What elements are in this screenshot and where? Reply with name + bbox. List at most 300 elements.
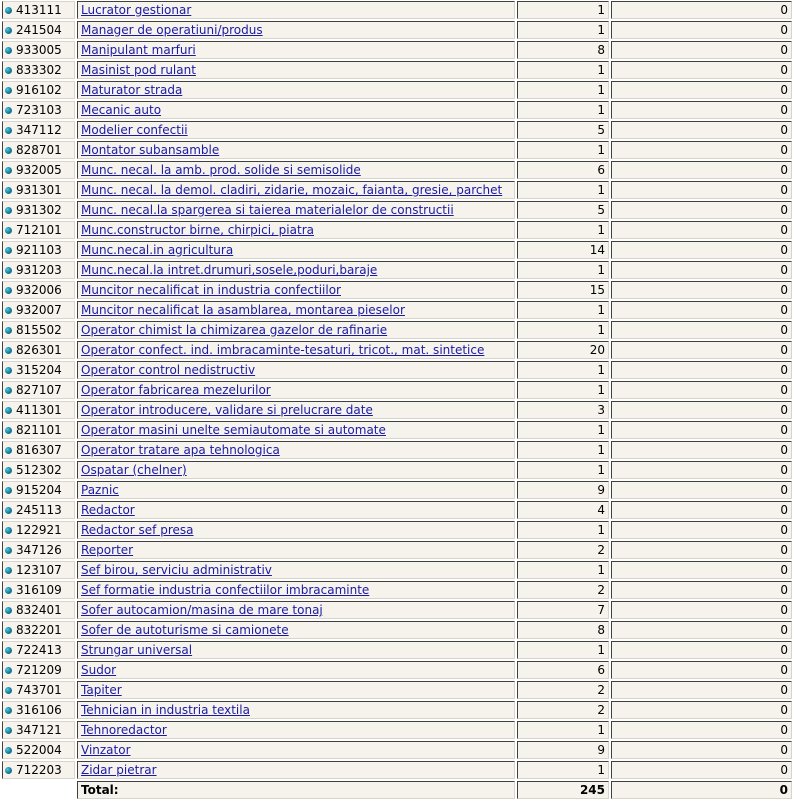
occupation-code: 931302 xyxy=(16,203,62,217)
bullet-icon xyxy=(5,407,12,414)
total-other: 0 xyxy=(611,781,792,799)
code-cell xyxy=(2,621,75,639)
occupation-code: 522004 xyxy=(16,743,62,757)
occupation-code: 832401 xyxy=(16,603,62,617)
occupation-link[interactable]: Operator chimist la chimizarea gazelor de rafinarie xyxy=(81,323,388,337)
count-cell: 9 xyxy=(517,741,609,759)
code-cell xyxy=(2,501,75,519)
count-cell: 1 xyxy=(517,1,609,19)
code-cell xyxy=(2,121,75,139)
bullet-icon xyxy=(5,67,12,74)
table-row xyxy=(2,581,792,599)
occupation-code: 347121 xyxy=(16,723,62,737)
code-cell xyxy=(2,581,75,599)
occupation-code: 241504 xyxy=(16,23,62,37)
code-cell xyxy=(2,641,75,659)
name-cell xyxy=(77,21,515,39)
table-row xyxy=(2,241,792,259)
code-cell xyxy=(2,381,75,399)
other-cell: 0 xyxy=(611,181,792,199)
occupation-code: 347126 xyxy=(16,543,62,557)
occupation-code: 826301 xyxy=(16,343,62,357)
occupation-code: 915204 xyxy=(16,483,62,497)
code-cell xyxy=(2,421,75,439)
other-cell: 0 xyxy=(611,21,792,39)
other-cell: 0 xyxy=(611,281,792,299)
code-cell xyxy=(2,61,75,79)
code-cell xyxy=(2,101,75,119)
occupation-code: 916102 xyxy=(16,83,62,97)
table-row xyxy=(2,461,792,479)
bullet-icon xyxy=(5,227,12,234)
code-cell xyxy=(2,161,75,179)
occupation-code: 821101 xyxy=(16,423,62,437)
name-cell xyxy=(77,101,515,119)
bullet-icon xyxy=(5,47,12,54)
code-cell xyxy=(2,21,75,39)
name-cell xyxy=(77,361,515,379)
name-cell xyxy=(77,121,515,139)
code-cell xyxy=(2,261,75,279)
occupation-code: 712101 xyxy=(16,223,62,237)
occupation-code: 512302 xyxy=(16,463,62,477)
table-row xyxy=(2,401,792,419)
occupation-link[interactable]: Manager de operatiuni/produs xyxy=(81,23,263,37)
bullet-icon xyxy=(5,747,12,754)
other-cell: 0 xyxy=(611,741,792,759)
other-cell: 0 xyxy=(611,481,792,499)
table-row xyxy=(2,61,792,79)
count-cell: 1 xyxy=(517,641,609,659)
count-cell: 9 xyxy=(517,481,609,499)
count-cell: 1 xyxy=(517,361,609,379)
name-cell xyxy=(77,641,515,659)
other-cell: 0 xyxy=(611,461,792,479)
occupation-link[interactable]: Sudor xyxy=(81,663,117,677)
other-cell: 0 xyxy=(611,381,792,399)
count-cell: 1 xyxy=(517,441,609,459)
bullet-icon xyxy=(5,647,12,654)
other-cell: 0 xyxy=(611,401,792,419)
table-row xyxy=(2,661,792,679)
occupation-link[interactable]: Manipulant marfuri xyxy=(81,43,196,57)
table-row xyxy=(2,621,792,639)
occupation-link[interactable]: Operator masini unelte semiautomate si automate xyxy=(81,423,386,437)
count-cell: 8 xyxy=(517,41,609,59)
occupation-code: 723103 xyxy=(16,103,62,117)
code-cell xyxy=(2,561,75,579)
bullet-icon xyxy=(5,427,12,434)
occupation-code: 827107 xyxy=(16,383,62,397)
occupation-link[interactable]: Lucrator gestionar xyxy=(81,3,192,17)
bullet-icon xyxy=(5,87,12,94)
total-row xyxy=(2,781,792,799)
code-cell xyxy=(2,301,75,319)
other-cell: 0 xyxy=(611,321,792,339)
occupation-code: 828701 xyxy=(16,143,62,157)
other-cell: 0 xyxy=(611,221,792,239)
occupation-link[interactable]: Tehnician in industria textila xyxy=(81,703,250,717)
other-cell: 0 xyxy=(611,681,792,699)
name-cell xyxy=(77,661,515,679)
table-row xyxy=(2,121,792,139)
other-cell: 0 xyxy=(611,561,792,579)
code-cell xyxy=(2,701,75,719)
occupation-code: 316109 xyxy=(16,583,62,597)
bullet-icon xyxy=(5,607,12,614)
other-cell: 0 xyxy=(611,81,792,99)
occupation-code: 815502 xyxy=(16,323,62,337)
name-cell xyxy=(77,381,515,399)
other-cell: 0 xyxy=(611,421,792,439)
count-cell: 5 xyxy=(517,121,609,139)
occupation-code: 933005 xyxy=(16,43,62,57)
count-cell: 1 xyxy=(517,261,609,279)
occupation-code: 816307 xyxy=(16,443,62,457)
table-row xyxy=(2,81,792,99)
occupation-code: 721209 xyxy=(16,663,62,677)
bullet-icon xyxy=(5,367,12,374)
name-cell xyxy=(77,61,515,79)
count-cell: 1 xyxy=(517,181,609,199)
code-cell xyxy=(2,441,75,459)
occupation-code: 743701 xyxy=(16,683,62,697)
table-row xyxy=(2,1,792,19)
name-cell xyxy=(77,41,515,59)
table-row xyxy=(2,681,792,699)
count-cell: 2 xyxy=(517,701,609,719)
other-cell: 0 xyxy=(611,261,792,279)
table-row xyxy=(2,181,792,199)
occupation-link[interactable]: Operator tratare apa tehnologica xyxy=(81,443,280,457)
bullet-icon xyxy=(5,27,12,34)
count-cell: 7 xyxy=(517,601,609,619)
count-cell: 6 xyxy=(517,661,609,679)
other-cell: 0 xyxy=(611,621,792,639)
occupation-link[interactable]: Reporter xyxy=(81,543,134,557)
code-cell xyxy=(2,81,75,99)
other-cell: 0 xyxy=(611,501,792,519)
bullet-icon xyxy=(5,287,12,294)
other-cell: 0 xyxy=(611,581,792,599)
table-row xyxy=(2,141,792,159)
count-cell: 5 xyxy=(517,201,609,219)
code-cell xyxy=(2,341,75,359)
other-cell: 0 xyxy=(611,1,792,19)
code-cell xyxy=(2,361,75,379)
bullet-icon xyxy=(5,487,12,494)
table-row xyxy=(2,261,792,279)
occupation-code: 413111 xyxy=(16,3,62,17)
bullet-icon xyxy=(5,667,12,674)
total-code-cell xyxy=(2,781,75,799)
count-cell: 2 xyxy=(517,581,609,599)
name-cell xyxy=(77,241,515,259)
other-cell: 0 xyxy=(611,761,792,779)
bullet-icon xyxy=(5,267,12,274)
name-cell xyxy=(77,441,515,459)
occupation-link[interactable]: Munc.necal.la intret.drumuri,sosele,poduri,baraje xyxy=(81,263,378,277)
occupation-code: 245113 xyxy=(16,503,62,517)
name-cell xyxy=(77,681,515,699)
table-row xyxy=(2,521,792,539)
occupation-link[interactable]: Montator subansamble xyxy=(81,143,220,157)
name-cell xyxy=(77,401,515,419)
name-cell xyxy=(77,321,515,339)
occupation-link[interactable]: Munc.constructor birne, chirpici, piatra xyxy=(81,223,314,237)
table-row xyxy=(2,481,792,499)
name-cell xyxy=(77,161,515,179)
code-cell xyxy=(2,201,75,219)
table-row xyxy=(2,641,792,659)
total-count: 245 xyxy=(517,781,609,799)
bullet-icon xyxy=(5,447,12,454)
other-cell: 0 xyxy=(611,701,792,719)
name-cell xyxy=(77,741,515,759)
name-cell xyxy=(77,141,515,159)
other-cell: 0 xyxy=(611,601,792,619)
occupation-code: 932006 xyxy=(16,283,62,297)
other-cell: 0 xyxy=(611,661,792,679)
table-row xyxy=(2,341,792,359)
occupation-code: 347112 xyxy=(16,123,62,137)
bullet-icon xyxy=(5,767,12,774)
count-cell: 1 xyxy=(517,381,609,399)
table-row xyxy=(2,161,792,179)
bullet-icon xyxy=(5,567,12,574)
count-cell: 2 xyxy=(517,541,609,559)
code-cell xyxy=(2,141,75,159)
name-cell xyxy=(77,261,515,279)
count-cell: 1 xyxy=(517,221,609,239)
occupation-code: 932005 xyxy=(16,163,62,177)
table-row xyxy=(2,761,792,779)
count-cell: 1 xyxy=(517,321,609,339)
other-cell: 0 xyxy=(611,721,792,739)
other-cell: 0 xyxy=(611,141,792,159)
occupation-link[interactable]: Operator control nedistructiv xyxy=(81,363,256,377)
bullet-icon xyxy=(5,387,12,394)
other-cell: 0 xyxy=(611,641,792,659)
other-cell: 0 xyxy=(611,201,792,219)
occupation-link[interactable]: Paznic xyxy=(81,483,119,497)
count-cell: 1 xyxy=(517,561,609,579)
occupation-link[interactable]: Zidar pietrar xyxy=(81,763,157,777)
occupation-code: 122921 xyxy=(16,523,62,537)
bullet-icon xyxy=(5,107,12,114)
other-cell: 0 xyxy=(611,441,792,459)
name-cell xyxy=(77,621,515,639)
name-cell xyxy=(77,521,515,539)
other-cell: 0 xyxy=(611,41,792,59)
name-cell xyxy=(77,721,515,739)
occupation-code: 931203 xyxy=(16,263,62,277)
count-cell: 1 xyxy=(517,761,609,779)
count-cell: 1 xyxy=(517,141,609,159)
occupation-link[interactable]: Muncitor necalificat la asamblarea, montarea pieselor xyxy=(81,303,405,317)
total-label: Total: xyxy=(77,781,515,799)
table-body xyxy=(2,1,792,779)
occupation-link[interactable]: Muncitor necalificat in industria confectiilor xyxy=(81,283,341,297)
code-cell xyxy=(2,41,75,59)
name-cell xyxy=(77,481,515,499)
table-row xyxy=(2,361,792,379)
occupation-link[interactable]: Munc.necal.in agricultura xyxy=(81,243,234,257)
occupation-link[interactable]: Munc. necal. la amb. prod. solide si semisolide xyxy=(81,163,361,177)
code-cell xyxy=(2,761,75,779)
other-cell: 0 xyxy=(611,101,792,119)
occupation-link[interactable]: Sef birou, serviciu administrativ xyxy=(81,563,272,577)
table-row xyxy=(2,321,792,339)
bullet-icon xyxy=(5,527,12,534)
table-row xyxy=(2,281,792,299)
count-cell: 3 xyxy=(517,401,609,419)
code-cell xyxy=(2,221,75,239)
bullet-icon xyxy=(5,347,12,354)
table-row xyxy=(2,421,792,439)
table-row xyxy=(2,701,792,719)
name-cell xyxy=(77,1,515,19)
table-row xyxy=(2,741,792,759)
occupation-code: 316106 xyxy=(16,703,62,717)
name-cell xyxy=(77,421,515,439)
name-cell xyxy=(77,501,515,519)
occupation-code: 932007 xyxy=(16,303,62,317)
code-cell xyxy=(2,1,75,19)
occupation-code: 123107 xyxy=(16,563,62,577)
table-row xyxy=(2,501,792,519)
count-cell: 1 xyxy=(517,101,609,119)
occupation-link[interactable]: Sofer autocamion/masina de mare tonaj xyxy=(81,603,323,617)
code-cell xyxy=(2,521,75,539)
name-cell xyxy=(77,561,515,579)
code-cell xyxy=(2,681,75,699)
code-cell xyxy=(2,721,75,739)
bullet-icon xyxy=(5,247,12,254)
count-cell: 1 xyxy=(517,461,609,479)
count-cell: 15 xyxy=(517,281,609,299)
bullet-icon xyxy=(5,147,12,154)
table-row xyxy=(2,201,792,219)
other-cell: 0 xyxy=(611,361,792,379)
count-cell: 1 xyxy=(517,61,609,79)
count-cell: 1 xyxy=(517,301,609,319)
other-cell: 0 xyxy=(611,161,792,179)
bullet-icon xyxy=(5,507,12,514)
table-row xyxy=(2,561,792,579)
occupation-link[interactable]: Tapiter xyxy=(81,683,122,697)
bullet-icon xyxy=(5,187,12,194)
table-row xyxy=(2,101,792,119)
bullet-icon xyxy=(5,327,12,334)
other-cell: 0 xyxy=(611,241,792,259)
name-cell xyxy=(77,81,515,99)
table-row xyxy=(2,601,792,619)
occupation-link[interactable]: Tehnoredactor xyxy=(81,723,167,737)
occupation-code: 411301 xyxy=(16,403,62,417)
bullet-icon xyxy=(5,127,12,134)
other-cell: 0 xyxy=(611,541,792,559)
code-cell xyxy=(2,401,75,419)
occupation-link[interactable]: Redactor xyxy=(81,503,135,517)
code-cell xyxy=(2,541,75,559)
occupation-link[interactable]: Munc. necal. la demol. cladiri, zidarie, mozaic, faianta, gresie, parchet xyxy=(81,183,503,197)
occupation-link[interactable]: Mecanic auto xyxy=(81,103,162,117)
name-cell xyxy=(77,541,515,559)
count-cell: 14 xyxy=(517,241,609,259)
occupation-link[interactable]: Strungar universal xyxy=(81,643,193,657)
table-row xyxy=(2,301,792,319)
occupation-code: 832201 xyxy=(16,623,62,637)
bullet-icon xyxy=(5,587,12,594)
name-cell xyxy=(77,461,515,479)
occupation-code: 921103 xyxy=(16,243,62,257)
occupation-link[interactable]: Vinzator xyxy=(81,743,131,757)
name-cell xyxy=(77,301,515,319)
occupation-link[interactable]: Operator fabricarea mezelurilor xyxy=(81,383,271,397)
table-row xyxy=(2,221,792,239)
code-cell xyxy=(2,661,75,679)
count-cell: 1 xyxy=(517,421,609,439)
other-cell: 0 xyxy=(611,301,792,319)
code-cell xyxy=(2,321,75,339)
table-row xyxy=(2,381,792,399)
count-cell: 6 xyxy=(517,161,609,179)
code-cell xyxy=(2,181,75,199)
occupation-link[interactable]: Operator confect. ind. imbracaminte-tesaturi, tricot., mat. sintetice xyxy=(81,343,485,357)
occupation-link[interactable]: Munc. necal.la spargerea si taierea materialelor de constructii xyxy=(81,203,454,217)
bullet-icon xyxy=(5,307,12,314)
table-row xyxy=(2,721,792,739)
code-cell xyxy=(2,461,75,479)
count-cell: 1 xyxy=(517,81,609,99)
count-cell: 20 xyxy=(517,341,609,359)
occupation-link[interactable]: Sofer de autoturisme si camionete xyxy=(81,623,289,637)
occupation-link[interactable]: Ospatar (chelner) xyxy=(81,463,187,477)
other-cell: 0 xyxy=(611,341,792,359)
occupation-code: 931301 xyxy=(16,183,62,197)
count-cell: 2 xyxy=(517,681,609,699)
code-cell xyxy=(2,281,75,299)
name-cell xyxy=(77,601,515,619)
occupation-link[interactable]: Modelier confectii xyxy=(81,123,188,137)
occupation-link[interactable]: Masinist pod rulant xyxy=(81,63,196,77)
bullet-icon xyxy=(5,467,12,474)
code-cell xyxy=(2,481,75,499)
occupation-link[interactable]: Maturator strada xyxy=(81,83,183,97)
name-cell xyxy=(77,761,515,779)
other-cell: 0 xyxy=(611,61,792,79)
bullet-icon xyxy=(5,707,12,714)
occupation-code: 833302 xyxy=(16,63,62,77)
other-cell: 0 xyxy=(611,121,792,139)
table-row xyxy=(2,441,792,459)
bullet-icon xyxy=(5,167,12,174)
occupation-link[interactable]: Redactor sef presa xyxy=(81,523,194,537)
code-cell xyxy=(2,241,75,259)
code-cell xyxy=(2,741,75,759)
bullet-icon xyxy=(5,7,12,14)
name-cell xyxy=(77,281,515,299)
occupation-link[interactable]: Operator introducere, validare si prelucrare date xyxy=(81,403,373,417)
occupation-code: 722413 xyxy=(16,643,62,657)
name-cell xyxy=(77,701,515,719)
count-cell: 1 xyxy=(517,21,609,39)
count-cell: 4 xyxy=(517,501,609,519)
name-cell xyxy=(77,201,515,219)
occupation-link[interactable]: Sef formatie industria confectiilor imbracaminte xyxy=(81,583,370,597)
bullet-icon xyxy=(5,207,12,214)
